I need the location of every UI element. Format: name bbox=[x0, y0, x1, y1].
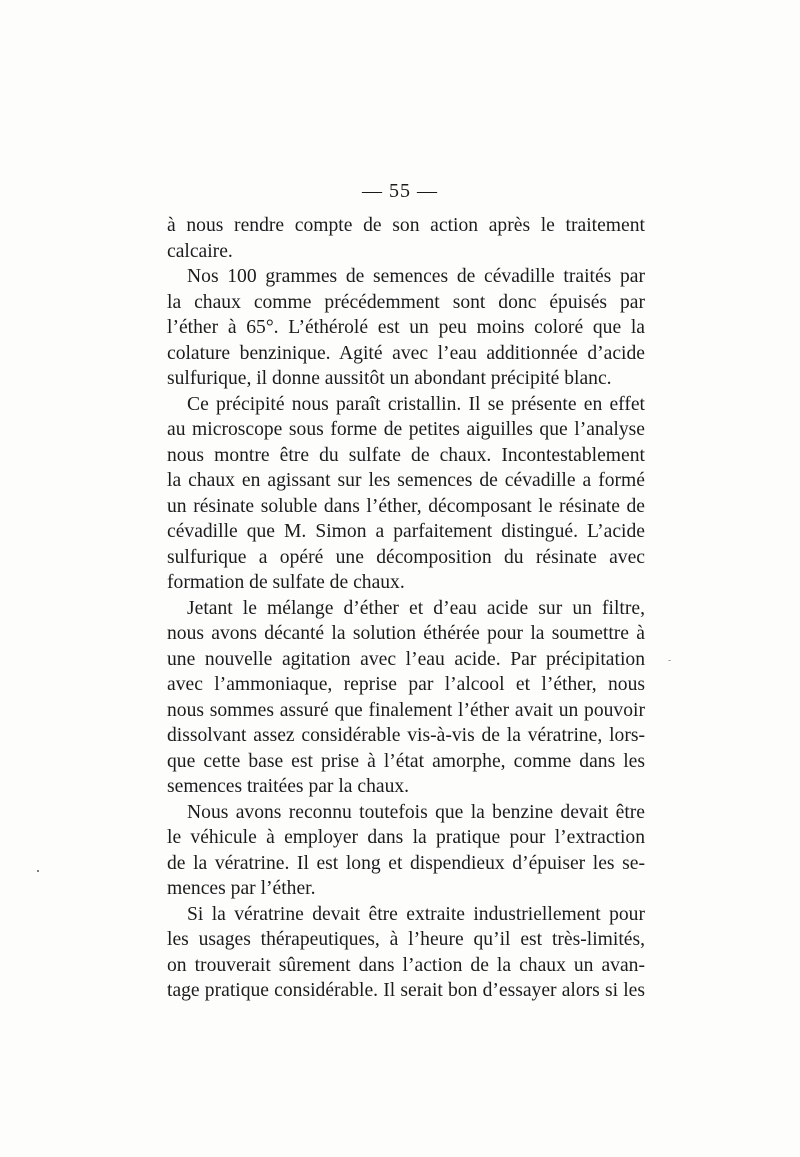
text-line: la chaux en agissant sur les semences de cévadille a formé bbox=[167, 470, 645, 491]
text-line: le véhicule à employer dans la pratique pour l’extraction bbox=[167, 827, 645, 848]
paragraph-4 bbox=[167, 596, 645, 800]
paragraph-3 bbox=[167, 392, 645, 596]
text-line: que cette base est prise à l’état amorphe, comme dans les bbox=[167, 750, 645, 772]
ink-speck bbox=[37, 870, 39, 872]
text-line: tage pratique considérable. Il serait bon d’essayer alors si les bbox=[167, 980, 645, 1001]
text-line: formation de sulfate de chaux. bbox=[167, 572, 405, 593]
text-line: colature benzinique. Agité avec l’eau additionnée d’acide bbox=[167, 342, 645, 364]
page-number: — 55 — bbox=[362, 180, 438, 202]
paragraph-2 bbox=[167, 264, 645, 392]
text-line: mences par l’éther. bbox=[167, 878, 316, 899]
text-line: la chaux comme précédemment sont donc épuisés par bbox=[167, 291, 645, 313]
ink-speck bbox=[668, 660, 671, 661]
text-line: Si la vératrine devait être extraite industriellement pour bbox=[187, 903, 645, 925]
text-line: nous montre être du sulfate de chaux. Incontestablement bbox=[167, 444, 645, 466]
text-line: avec l’ammoniaque, reprise par l’alcool et l’éther, nous bbox=[167, 674, 645, 695]
text-line: sulfurique, il donne aussitôt un abondant précipité blanc. bbox=[167, 368, 612, 389]
text-line: Ce précipité nous paraît cristallin. Il se présente en effet bbox=[187, 393, 645, 415]
body-text bbox=[167, 213, 645, 1004]
text-line: sulfurique a opéré une décomposition du résinate avec bbox=[167, 546, 645, 568]
text-line: les usages thérapeutiques, à l’heure qu’il est très-limités, bbox=[167, 929, 645, 950]
text-line: on trouverait sûrement dans l’action de la chaux un avan- bbox=[167, 954, 645, 976]
text-line: Nous avons reconnu toutefois que la benzine devait être bbox=[187, 801, 645, 823]
text-line: dissolvant assez considérable vis-à-vis de la vératrine, lors- bbox=[167, 725, 645, 746]
paragraph-1 bbox=[167, 213, 645, 264]
text-line: nous avons décanté la solution éthérée pour la soumettre à bbox=[167, 623, 645, 644]
paragraph-6 bbox=[167, 902, 645, 1004]
text-line: Nos 100 grammes de semences de cévadille traités par bbox=[187, 266, 645, 287]
text-line: l’éther à 65°. L’éthérolé est un peu moins coloré que la bbox=[167, 317, 645, 338]
text-line: nous sommes assuré que finalement l’éther avait un pouvoir bbox=[167, 699, 645, 721]
text-line: un résinate soluble dans l’éther, décomposant le résinate de bbox=[167, 495, 645, 517]
paragraph-5 bbox=[167, 800, 645, 902]
text-line: à nous rendre compte de son action après le traitement bbox=[167, 215, 645, 236]
text-line: semences traitées par la chaux. bbox=[167, 776, 410, 797]
text-line: de la vératrine. Il est long et dispendieux d’épuiser les se- bbox=[167, 852, 645, 874]
text-line: au microscope sous forme de petites aiguilles que l’analyse bbox=[167, 419, 645, 440]
text-line: une nouvelle agitation avec l’eau acide. Par précipitation bbox=[167, 648, 645, 670]
text-line: calcaire. bbox=[167, 240, 233, 262]
text-line: cévadille que M. Simon a parfaitement distingué. L’acide bbox=[167, 521, 645, 542]
text-line: Jetant le mélange d’éther et d’eau acide sur un filtre, bbox=[187, 597, 645, 619]
